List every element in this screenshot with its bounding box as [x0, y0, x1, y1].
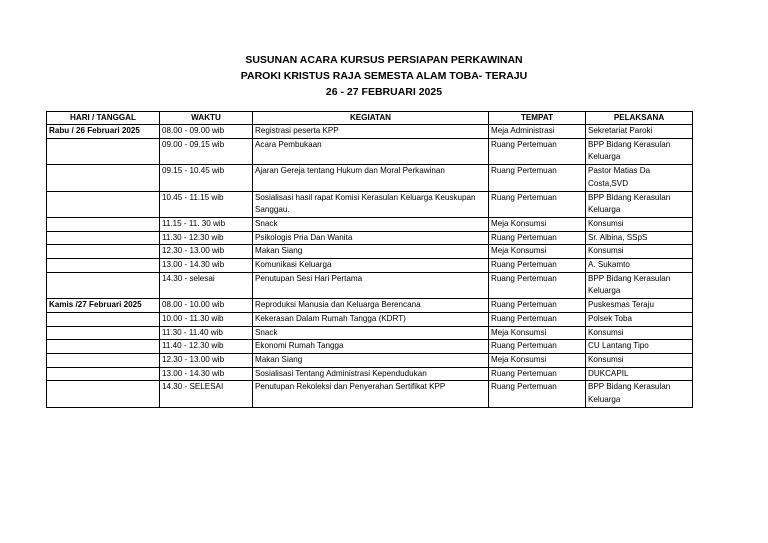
schedule-table — [46, 111, 693, 408]
day-cell — [47, 353, 160, 367]
time-cell: 13.00 - 14.30 wib — [160, 259, 253, 273]
activity-cell: Komunikasi Keluarga — [253, 259, 489, 273]
place-cell: Meja Konsumsi — [489, 353, 586, 367]
table-row — [47, 299, 693, 313]
executor-cell: Konsumsi — [586, 326, 693, 340]
place-cell: Meja Konsumsi — [489, 217, 586, 231]
title-line-3: 26 - 27 FEBRUARI 2025 — [325, 86, 443, 98]
time-cell: 11.15 - 11. 30 wib — [160, 217, 253, 231]
table-row — [47, 138, 693, 164]
activity-cell: Sosialisasi hasil rapat Komisi Kerasulan Keluarga Keuskupan Sanggau. — [253, 191, 489, 217]
place-cell: Ruang Pertemuan — [489, 299, 586, 313]
executor-cell: BPP Bidang Kerasulan Keluarga — [586, 191, 693, 217]
header-executor: PELAKSANA — [586, 112, 693, 125]
place-cell: Ruang Pertemuan — [489, 340, 586, 354]
table-row — [47, 381, 693, 407]
place-cell: Meja Administrasi — [489, 125, 586, 139]
table-header-row — [47, 112, 693, 125]
table-row — [47, 165, 693, 191]
executor-cell: Sekretariat Paroki — [586, 125, 693, 139]
activity-cell: Registrasi peserta KPP — [253, 125, 489, 139]
place-cell: Ruang Pertemuan — [489, 231, 586, 245]
document-title — [0, 52, 768, 100]
place-cell: Ruang Pertemuan — [489, 259, 586, 273]
day-cell — [47, 231, 160, 245]
table-row — [47, 125, 693, 139]
executor-cell: Puskesmas Teraju — [586, 299, 693, 313]
day-cell — [47, 381, 160, 407]
activity-cell: Ekonomi Rumah Tangga — [253, 340, 489, 354]
place-cell: Ruang Pertemuan — [489, 381, 586, 407]
day-cell — [47, 367, 160, 381]
place-cell: Ruang Pertemuan — [489, 165, 586, 191]
time-cell: 12.30 - 13.00 wib — [160, 245, 253, 259]
executor-cell: Polsek Toba — [586, 312, 693, 326]
executor-cell: BPP Bidang Kerasulan Keluarga — [586, 138, 693, 164]
time-cell: 11.30 - 12.30 wib — [160, 231, 253, 245]
time-cell: 11.30 - 11.40 wib — [160, 326, 253, 340]
place-cell: Ruang Pertemuan — [489, 272, 586, 298]
header-place: TEMPAT — [489, 112, 586, 125]
time-cell: 09.15 - 10.45 wib — [160, 165, 253, 191]
time-cell: 10.45 - 11.15 wib — [160, 191, 253, 217]
executor-cell: Konsumsi — [586, 217, 693, 231]
activity-cell: Kekerasan Dalam Rumah Tangga (KDRT) — [253, 312, 489, 326]
activity-cell: Psikologis Pria Dan Wanita — [253, 231, 489, 245]
place-cell: Meja Konsumsi — [489, 326, 586, 340]
activity-cell: Snack — [253, 217, 489, 231]
table-row — [47, 326, 693, 340]
header-day: HARI / TANGGAL — [47, 112, 160, 125]
executor-cell: Konsumsi — [586, 245, 693, 259]
time-cell: 10.00 - 11.30 wib — [160, 312, 253, 326]
executor-cell: BPP Bidang Kerasulan Keluarga — [586, 381, 693, 407]
activity-cell: Makan Siang — [253, 353, 489, 367]
day-cell — [47, 217, 160, 231]
table-row — [47, 367, 693, 381]
day-cell — [47, 312, 160, 326]
day-cell — [47, 138, 160, 164]
day-cell: Kamis /27 Februari 2025 — [47, 299, 160, 313]
executor-cell: CU Lantang Tipo — [586, 340, 693, 354]
day-cell — [47, 245, 160, 259]
header-activity: KEGIATAN — [253, 112, 489, 125]
time-cell: 12.30 - 13.00 wib — [160, 353, 253, 367]
activity-cell: Sosialisasi Tentang Administrasi Kependudukan — [253, 367, 489, 381]
time-cell: 11.40 - 12.30 wib — [160, 340, 253, 354]
day-cell — [47, 165, 160, 191]
day-cell — [47, 340, 160, 354]
activity-cell: Penutupan Rekoleksi dan Penyerahan Sertifikat KPP — [253, 381, 489, 407]
time-cell: 08.00 - 10.00 wib — [160, 299, 253, 313]
activity-cell: Penutupan Sesi Hari Pertama — [253, 272, 489, 298]
activity-cell: Makan Siang — [253, 245, 489, 259]
place-cell: Ruang Pertemuan — [489, 367, 586, 381]
place-cell: Meja Konsumsi — [489, 245, 586, 259]
time-cell: 14.30 - selesai — [160, 272, 253, 298]
table-row — [47, 217, 693, 231]
place-cell: Ruang Pertemuan — [489, 191, 586, 217]
title-line-2: PAROKI KRISTUS RAJA SEMESTA ALAM TOBA- TERAJU — [240, 70, 528, 82]
header-time: WAKTU — [160, 112, 253, 125]
executor-cell: Sr. Albina, SSpS — [586, 231, 693, 245]
table-row — [47, 340, 693, 354]
table-row — [47, 272, 693, 298]
day-cell — [47, 272, 160, 298]
table-row — [47, 259, 693, 273]
activity-cell: Snack — [253, 326, 489, 340]
table-row — [47, 231, 693, 245]
activity-cell: Reproduksi Manusia dan Keluarga Berencana — [253, 299, 489, 313]
table-row — [47, 353, 693, 367]
schedule-body — [47, 125, 693, 408]
title-line-1: SUSUNAN ACARA KURSUS PERSIAPAN PERKAWINAN — [245, 54, 523, 66]
time-cell: 08.00 - 09.00 wib — [160, 125, 253, 139]
activity-cell: Acara Pembukaan — [253, 138, 489, 164]
activity-cell: Ajaran Gereja tentang Hukum dan Moral Perkawinan — [253, 165, 489, 191]
time-cell: 14.30 - SELESAI — [160, 381, 253, 407]
executor-cell: BPP Bidang Kerasulan Keluarga — [586, 272, 693, 298]
table-row — [47, 245, 693, 259]
place-cell: Ruang Pertemuan — [489, 312, 586, 326]
day-cell: Rabu / 26 Februari 2025 — [47, 125, 160, 139]
day-cell — [47, 191, 160, 217]
place-cell: Ruang Pertemuan — [489, 138, 586, 164]
day-cell — [47, 259, 160, 273]
executor-cell: Konsumsi — [586, 353, 693, 367]
time-cell: 09.00 - 09.15 wib — [160, 138, 253, 164]
time-cell: 13.00 - 14.30 wib — [160, 367, 253, 381]
executor-cell: Pastor Matias Da Costa,SVD — [586, 165, 693, 191]
table-row — [47, 191, 693, 217]
executor-cell: DUKCAPIL — [586, 367, 693, 381]
day-cell — [47, 326, 160, 340]
executor-cell: A. Sukamto — [586, 259, 693, 273]
table-row — [47, 312, 693, 326]
